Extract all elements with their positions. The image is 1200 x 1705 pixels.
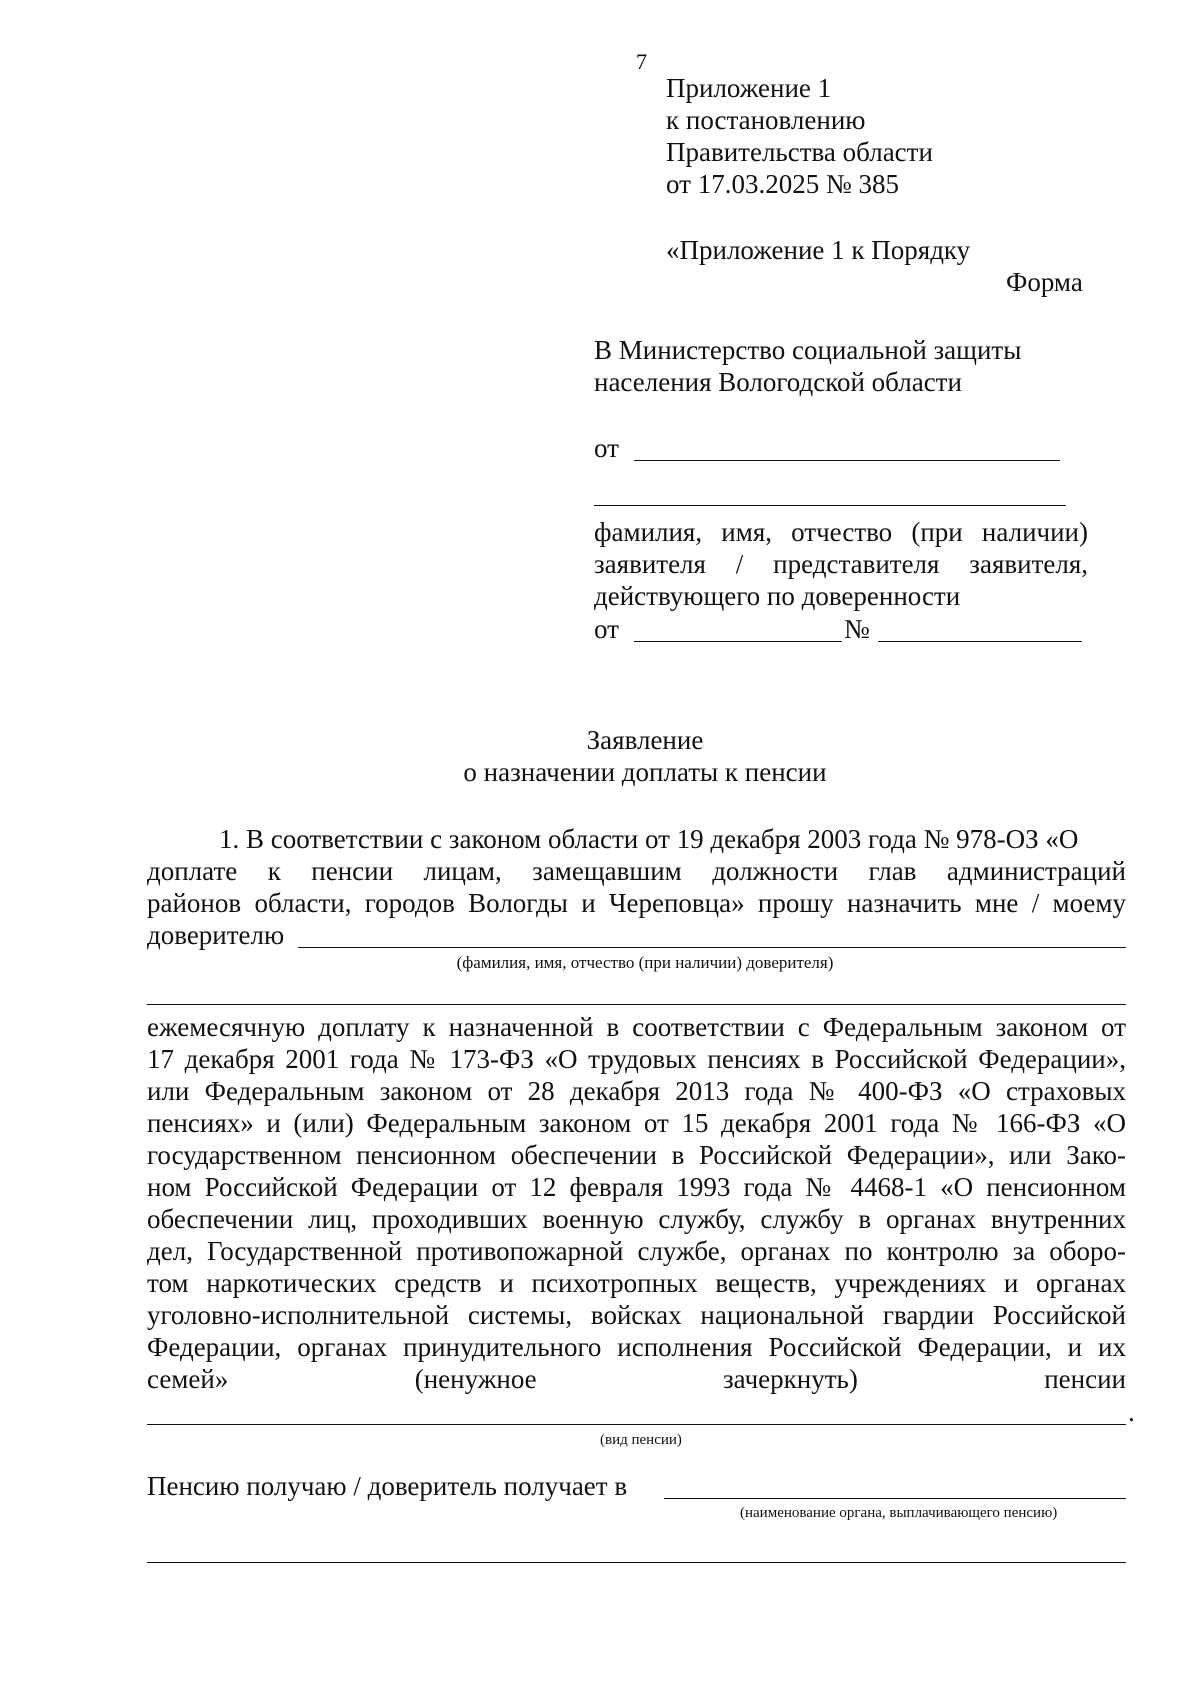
last-word-2: (ненужное — [414, 1364, 537, 1394]
trustee-name-field-2[interactable] — [147, 1004, 1126, 1005]
para2-line-3: или Федеральным законом от 28 декабря 2013 года № 400-ФЗ «О страховых — [147, 1076, 1126, 1106]
para2-line-11: Федерации, органах принудительного исполнения Российской Федерации, и их — [147, 1332, 1126, 1362]
from-label: от — [594, 433, 619, 463]
para2-last-line — [147, 1363, 1126, 1395]
pension-type-caption: (вид пенсии) — [600, 1432, 682, 1448]
para2-line-1: ежемесячную доплату к назначенной в соответствии с Федеральным законом от — [147, 1012, 1126, 1042]
appendix-reference: «Приложение 1 к Порядку — [666, 235, 971, 265]
para2-line-5: государственном пенсионном обеспечении в Российской Федерации», или Зако- — [147, 1140, 1126, 1170]
pension-type-field[interactable] — [147, 1424, 1126, 1425]
trustee-caption: (фамилия, имя, отчество (при наличии) доверителя) — [456, 953, 834, 972]
para2-line-4: пенсиях» и (или) Федеральным законом от 15 декабря 2001 года № 166-ФЗ «О — [147, 1108, 1126, 1138]
para1-line-2: доплате к пенсии лицам, замещавшим должности глав администраций — [147, 856, 1126, 886]
para2-line-2: 17 декабря 2001 года № 173-ФЗ «О трудовых пенсиях в Российской Федерации», — [147, 1044, 1126, 1074]
document-title: Заявление — [586, 725, 704, 755]
trustee-name-field[interactable] — [298, 947, 1126, 948]
para2-line-8: дел, Государственной противопожарной службе, органах по контролю за оборо- — [147, 1236, 1126, 1266]
addressee-line-1: В Министерство социальной защиты — [594, 335, 1022, 365]
page-number: 7 — [636, 49, 647, 74]
applicant-name-field-2[interactable] — [594, 505, 1066, 506]
header-line-2: к постановлению — [666, 105, 866, 135]
receive-label: Пенсию получаю / доверитель получает в — [147, 1471, 628, 1501]
applicant-caption-line-3: действующего по доверенности — [594, 581, 961, 611]
last-word-4: пенсии — [1044, 1364, 1126, 1394]
applicant-caption-line-2: заявителя / представителя заявителя, — [594, 549, 1088, 579]
para2-line-9: том наркотических средств и психотропных веществ, учреждениях и органах — [147, 1268, 1126, 1298]
para1-line-3: районов области, городов Вологды и Череповца» прошу назначить мне / моему — [147, 888, 1126, 918]
pension-type-period: . — [1128, 1397, 1135, 1427]
trustee-label: доверителю — [147, 920, 285, 950]
paying-organ-field[interactable] — [664, 1498, 1126, 1499]
applicant-name-field[interactable] — [634, 460, 1060, 461]
applicant-caption-line-1: фамилия, имя, отчество (при наличии) — [594, 517, 1088, 547]
paying-organ-field-2[interactable] — [147, 1562, 1126, 1563]
power-of-attorney-date-field[interactable] — [634, 641, 842, 642]
header-line-1: Приложение 1 — [666, 73, 832, 103]
last-word-3: зачеркнуть) — [723, 1364, 858, 1394]
para2-line-6: ном Российской Федерации от 12 февраля 1993 года № 4468-1 «О пенсионном — [147, 1172, 1126, 1202]
paying-organ-caption: (наименование органа, выплачивающего пенсию) — [740, 1505, 1058, 1521]
document-subtitle: о назначении доплаты к пенсии — [463, 757, 827, 787]
power-of-attorney-number-field[interactable] — [878, 641, 1082, 642]
para1-line-1: 1. В соответствии с законом области от 19 декабря 2003 года № 978-ОЗ «О — [219, 824, 1079, 854]
para2-line-7: обеспечении лиц, проходивших военную службу, службу в органах внутренних — [147, 1204, 1126, 1234]
header-line-4: от 17.03.2025 № 385 — [666, 169, 899, 199]
para2-line-10: уголовно-исполнительной системы, войсках национальной гвардии Российской — [147, 1300, 1126, 1330]
header-line-3: Правительства области — [666, 137, 933, 167]
power-of-attorney-from-label: от — [594, 614, 619, 644]
power-of-attorney-number-label: № — [844, 614, 870, 644]
last-word-1: семей» — [147, 1364, 229, 1394]
form-label: Форма — [1006, 267, 1083, 297]
addressee-line-2: населения Вологодской области — [594, 367, 962, 397]
